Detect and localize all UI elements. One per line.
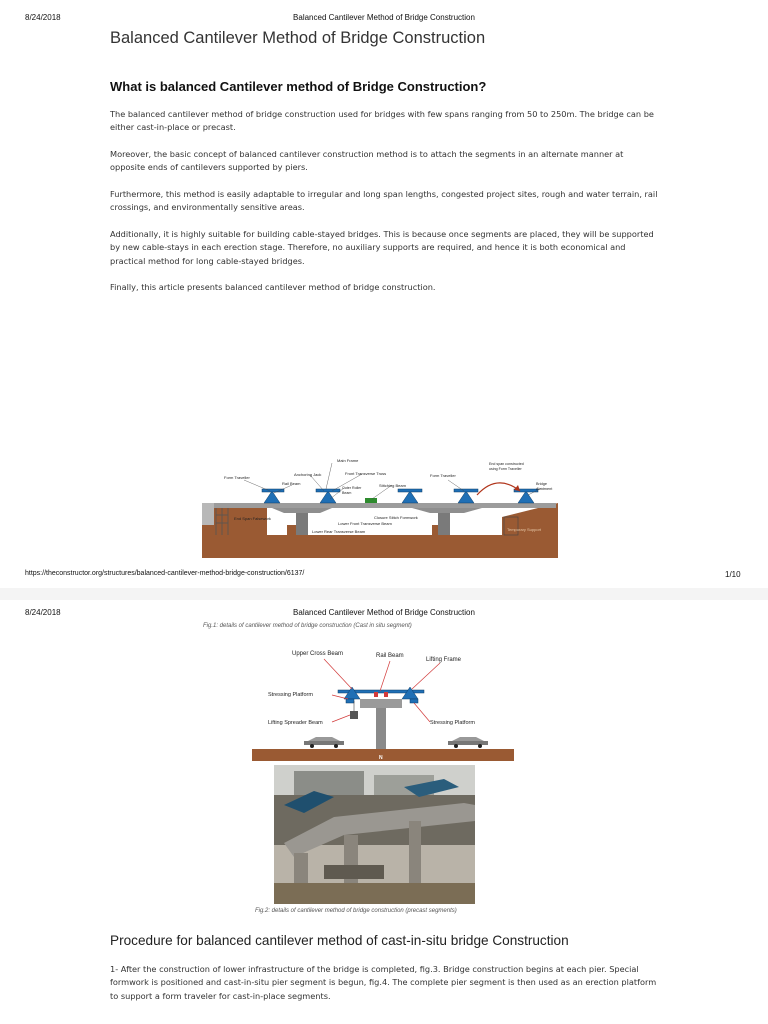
- paragraph-1: The balanced cantilever method of bridge construction used for bridges with few spans ranging from 50 to 250m. The bridge can be either cast-in-place or precast.: [110, 109, 654, 133]
- ground-section: [202, 503, 558, 558]
- pier-haunch-right: [412, 508, 482, 513]
- page-footer-number: 1/10: [725, 570, 741, 579]
- paragraph-3: Furthermore, this method is easily adaptable to irregular and long span lengths, congested project sites, rough and water terrain, rail crossings, and environmentally sensitive areas.: [110, 189, 658, 213]
- cantilever-construction-diagram: [202, 455, 560, 558]
- label-upper-cross-beam: Upper Cross Beam: [292, 651, 344, 657]
- label-outer-roller-1: Outer Roller: [342, 486, 362, 490]
- figure-1-caption: Fig.1: details of cantilever method of bridge construction (Cast in situ segment): [203, 623, 412, 629]
- rail-beam-marker: [374, 692, 378, 697]
- label-outer-roller-2: Beam: [342, 491, 352, 495]
- pier-segment: [360, 699, 402, 708]
- spreader-weight: [350, 711, 358, 719]
- paragraph-5: Finally, this article presents balanced cantilever method of bridge construction.: [110, 282, 436, 292]
- pier-right: [438, 513, 450, 535]
- label-main-frame: Main Frame: [337, 458, 359, 463]
- pier-left: [296, 513, 308, 535]
- label-closure-stitch-formwork: Closure Stitch Formwork: [374, 515, 418, 520]
- section-heading: What is balanced Cantilever method of Bridge Construction?: [110, 79, 487, 94]
- paragraph-4: Additionally, it is highly suitable for building cable-stayed bridges. This is because once segments are placed, they will be supported by new cable-stays in each erection stage. Therefore, no auxiliary supports are required, and hence it is both economical and practical method for long cable-stayed bridges.: [110, 229, 654, 266]
- label-stressing-platform-right: Stressing Platform: [430, 720, 475, 726]
- label-anchoring-jack: Anchoring Jack: [294, 472, 322, 477]
- label-front-transverse-truss: Front Transverse Truss: [345, 471, 387, 476]
- label-end-span-falsework: End Span Falsework: [234, 516, 271, 521]
- bridge-deck: [214, 503, 556, 508]
- closure-stitch-formwork: [365, 498, 377, 503]
- page-footer-url[interactable]: https://theconstructor.org/structures/balanced-cantilever-method-bridge-construction/6137/: [25, 570, 305, 577]
- label-rail-beam: Rail Beam: [282, 481, 301, 486]
- page-header-date: 8/24/2018: [25, 13, 61, 22]
- segment-truck-right: [448, 737, 488, 748]
- page-break: [0, 588, 768, 600]
- ground-section: [252, 749, 514, 761]
- label-lower-rear-transverse-beam: Lower Rear Transverse Beam: [312, 529, 366, 534]
- label-end-span-1: End span constructed: [489, 462, 524, 466]
- label-rail-beam: Rail Beam: [376, 653, 404, 659]
- rail-beam-marker-2: [384, 692, 388, 697]
- label-form-traveller-left: Form Traveller: [224, 475, 250, 480]
- label-stressing-platform-left: Stressing Platform: [268, 692, 313, 698]
- document-title: Balanced Cantilever Method of Bridge Construction: [110, 29, 486, 47]
- label-abutment: Abutment: [536, 487, 553, 491]
- label-lifting-spreader-beam: Lifting Spreader Beam: [268, 720, 323, 726]
- label-lifting-frame: Lifting Frame: [426, 657, 462, 663]
- label-temporary-support: Temporary Support: [507, 527, 542, 532]
- north-marker: N: [379, 755, 383, 761]
- pier: [376, 707, 386, 749]
- label-lower-front-transverse-beam: Lower Front Transverse Beam: [338, 521, 392, 526]
- pier-haunch-left: [272, 508, 332, 513]
- paragraph-2: Moreover, the basic concept of balanced cantilever construction method is to attach the segments in an alternate manner at opposite ends of cantilevers supported by piers.: [110, 149, 624, 173]
- page-header-title: Balanced Cantilever Method of Bridge Construction: [293, 13, 475, 22]
- procedure-paragraph-1: 1- After the construction of lower infrastructure of the bridge is completed, fig.3. Bridge construction begins at each pier. Special formwork is positioned and cast-in-situ pier segment is begun, fig.4. The complete pier segment is then used as an erection platform to support a form traveler for cast-in-place segments.: [110, 964, 657, 1001]
- form-travellers: [262, 489, 538, 503]
- segment-truck-left: [304, 737, 344, 748]
- figure-2-caption: Fig.2: details of cantilever method of bridge construction (precast segments): [255, 908, 457, 914]
- label-stitching-beam: Stitching Beam: [379, 483, 406, 488]
- label-bridge: Bridge: [536, 482, 547, 486]
- procedure-heading: Procedure for balanced cantilever method of cast-in-situ bridge Construction: [110, 933, 569, 948]
- label-end-span-2: using Form Traveller: [489, 467, 522, 471]
- page-header-date: 8/24/2018: [25, 608, 61, 617]
- precast-lifting-diagram: [252, 645, 516, 762]
- left-abutment: [202, 503, 214, 525]
- label-form-traveller-right: Form Traveller: [430, 473, 456, 478]
- precast-construction-photo: [274, 765, 475, 904]
- page-header-title: Balanced Cantilever Method of Bridge Construction: [293, 608, 475, 617]
- traveller-move-arrow: [477, 483, 520, 495]
